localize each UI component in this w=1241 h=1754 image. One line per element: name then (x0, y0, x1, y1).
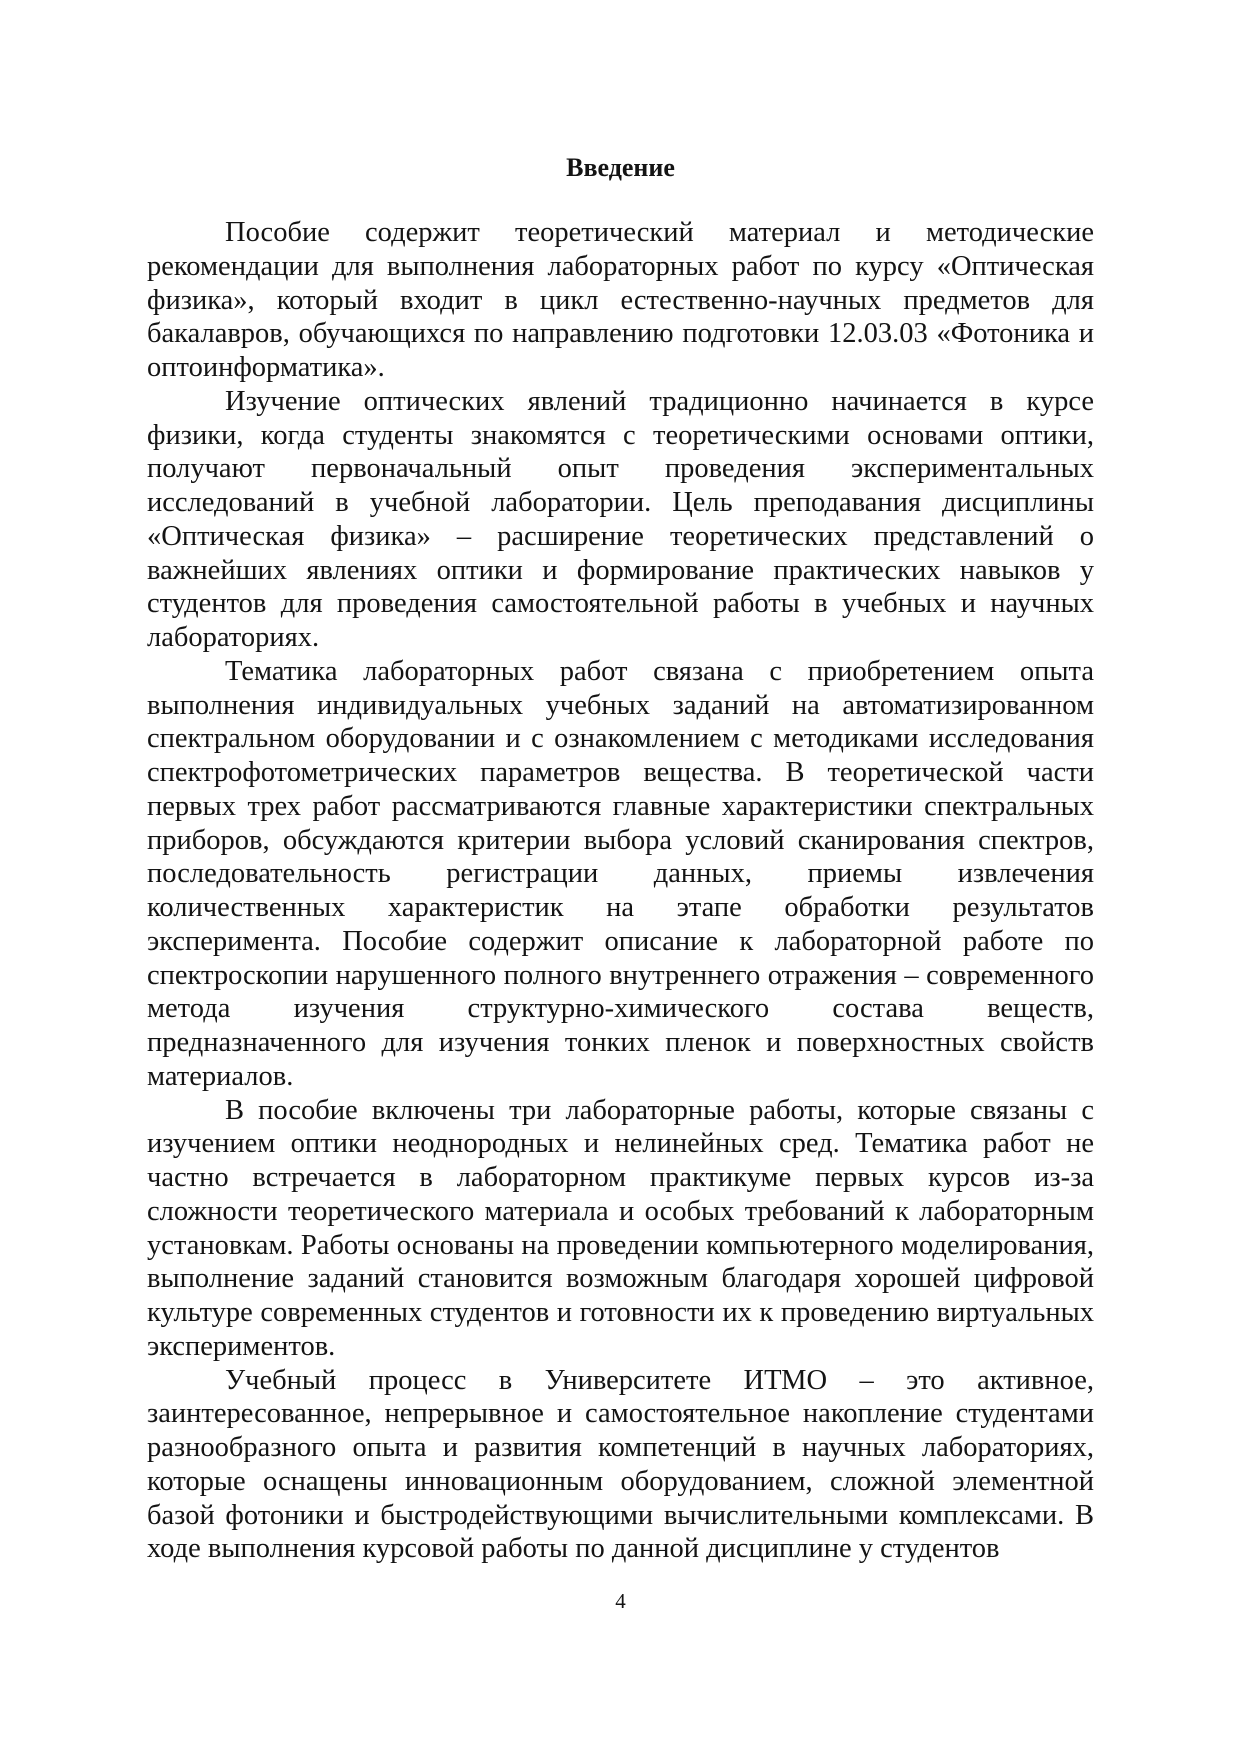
section-title: Введение (566, 153, 675, 182)
document-body (147, 216, 1094, 1566)
paragraph-5: Учебный процесс в Университете ИТМО – это активное, заинтересованное, непрерывное и самостоятельное накопление студентами разнообразного опыта и развития компетенций в научных лабораториях, которые оснащены инновационным оборудованием, сложной элементной базой фотоники и быстродействующими вычислительными комплексами. В ходе выполнения курсовой работы по данной дисциплине у студентов (147, 1364, 1094, 1565)
paragraph-2: Изучение оптических явлений традиционно начинается в курсе физики, когда студенты знакомятся с теоретическими основами оптики, получают первоначальный опыт проведения экспериментальных исследований в учебной лаборатории. Цель преподавания дисциплины «Оптическая физика» – расширение теоретических представлений о важнейших явлениях оптики и формирование практических навыков у студентов для проведения самостоятельной работы в учебных и научных лабораториях. (147, 385, 1094, 653)
paragraph-4: В пособие включены три лабораторные работы, которые связаны с изучением оптики неоднородных и нелинейных сред. Тематика работ не частно встречается в лабораторном практикуме первых курсов из-за сложности теоретического материала и особых требований к лабораторным установкам. Работы основаны на проведении компьютерного моделирования, выполнение заданий становится возможным благодаря хорошей цифровой культуре современных студентов и готовности их к проведению виртуальных экспериментов. (147, 1094, 1094, 1362)
page-number: 4 (615, 1589, 626, 1613)
paragraph-1: Пособие содержит теоретический материал и методические рекомендации для выполнения лабораторных работ по курсу «Оптическая физика», который входит в цикл естественно-научных предметов для бакалавров, обучающихся по направлению подготовки 12.03.03 «Фотоника и оптоинформатика». (147, 217, 1094, 383)
paragraph-3: Тематика лабораторных работ связана с приобретением опыта выполнения индивидуальных учебных заданий на автоматизированном спектральном оборудовании и с ознакомлением с методиками исследования спектрофотометрических параметров вещества. В теоретической части первых трех работ рассматриваются главные характеристики спектральных приборов, обсуждаются критерии выбора условий сканирования спектров, последовательность регистрации данных, приемы извлечения количественных характеристик на этапе обработки результатов эксперимента. Пособие содержит описание к лабораторной работе по спектроскопии нарушенного полного внутреннего отражения – современного метода изучения структурно-химического состава веществ, предназначенного для изучения тонких пленок и поверхностных свойств материалов. (147, 655, 1094, 1092)
